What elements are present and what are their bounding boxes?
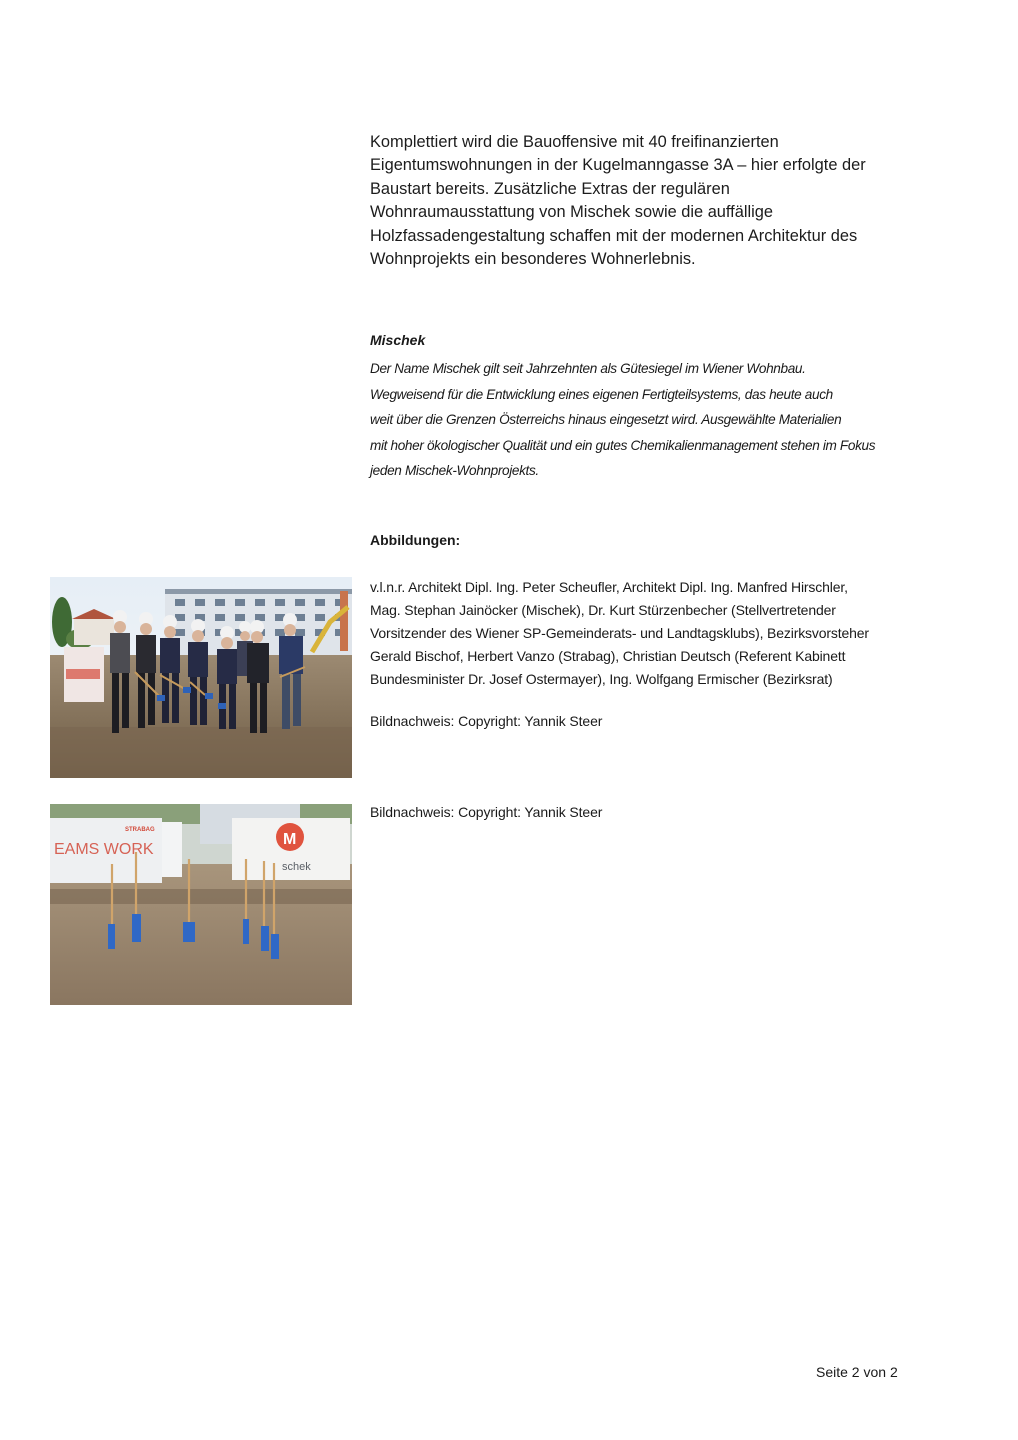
figure-1-credit: Bildnachweis: Copyright: Yannik Steer: [370, 713, 603, 729]
intro-line: Holzfassadengestaltung schaffen mit der modernen Architektur des: [370, 226, 858, 245]
intro-line: Wohnprojekts ein besonderes Wohnerlebnis.: [370, 250, 696, 269]
shovels-photo-illustration: [50, 804, 352, 1005]
mischek-line: Wegweisend für die Entwicklung eines eigenen Fertigteilsystems, das heute auch: [370, 386, 833, 402]
caption-line: Vorsitzender des Wiener SP-Gemeinderats- und Landtagsklubs), Bezirksvorsteher: [370, 625, 869, 641]
caption-line: v.l.n.r. Architekt Dipl. Ing. Peter Scheufler, Architekt Dipl. Ing. Manfred Hirschler,: [370, 579, 848, 595]
strabag-brand-text: STRABAG: [125, 827, 155, 833]
caption-line: Gerald Bischof, Herbert Vanzo (Strabag), Christian Deutsch (Referent Kabinett: [370, 648, 846, 664]
mischek-line: jeden Mischek-Wohnprojekts.: [370, 463, 539, 479]
shovels-photo: [50, 804, 352, 1005]
mischek-line: mit hoher ökologischer Qualität und ein gutes Chemikalienmanagement stehen im Fokus: [370, 437, 876, 453]
intro-line: Eigentumswohnungen in der Kugelmanngasse 3A – hier erfolgte der: [370, 156, 866, 175]
intro-line: Wohnraumausstattung von Mischek sowie die auffällige: [370, 203, 774, 222]
abbildungen-heading: Abbildungen:: [370, 532, 461, 548]
banner-teams-work-text: EAMS WORK: [54, 841, 154, 858]
mischek-banner-text: schek: [282, 861, 311, 873]
intro-paragraph: [370, 131, 940, 271]
mischek-line: weit über die Grenzen Österreichs hinaus eingesetzt wird. Ausgewählte Materialien: [370, 412, 842, 428]
intro-line: Baustart bereits. Zusätzliche Extras der regulären: [370, 179, 730, 198]
mischek-logo-letter: M: [283, 831, 297, 848]
caption-line: Mag. Stephan Jainöcker (Mischek), Dr. Kurt Stürzenbecher (Stellvertretender: [370, 602, 836, 618]
mischek-line: Der Name Mischek gilt seit Jahrzehnten als Gütesiegel im Wiener Wohnbau.: [370, 361, 806, 376]
figure-2-credit: Bildnachweis: Copyright: Yannik Steer: [370, 804, 603, 820]
figure-1-caption: [370, 576, 950, 691]
page-number: Seite 2 von 2: [816, 1364, 898, 1380]
caption-line: Bundesminister Dr. Josef Ostermayer), Ing. Wolfgang Ermischer (Bezirksrat): [370, 671, 833, 687]
groundbreaking-group-photo: [50, 577, 352, 778]
mischek-heading: Mischek: [370, 332, 426, 348]
mischek-description: [370, 356, 940, 484]
intro-line: Komplettiert wird die Bauoffensive mit 40 freifinanzierten: [370, 133, 779, 151]
group-photo-illustration: [50, 577, 352, 778]
